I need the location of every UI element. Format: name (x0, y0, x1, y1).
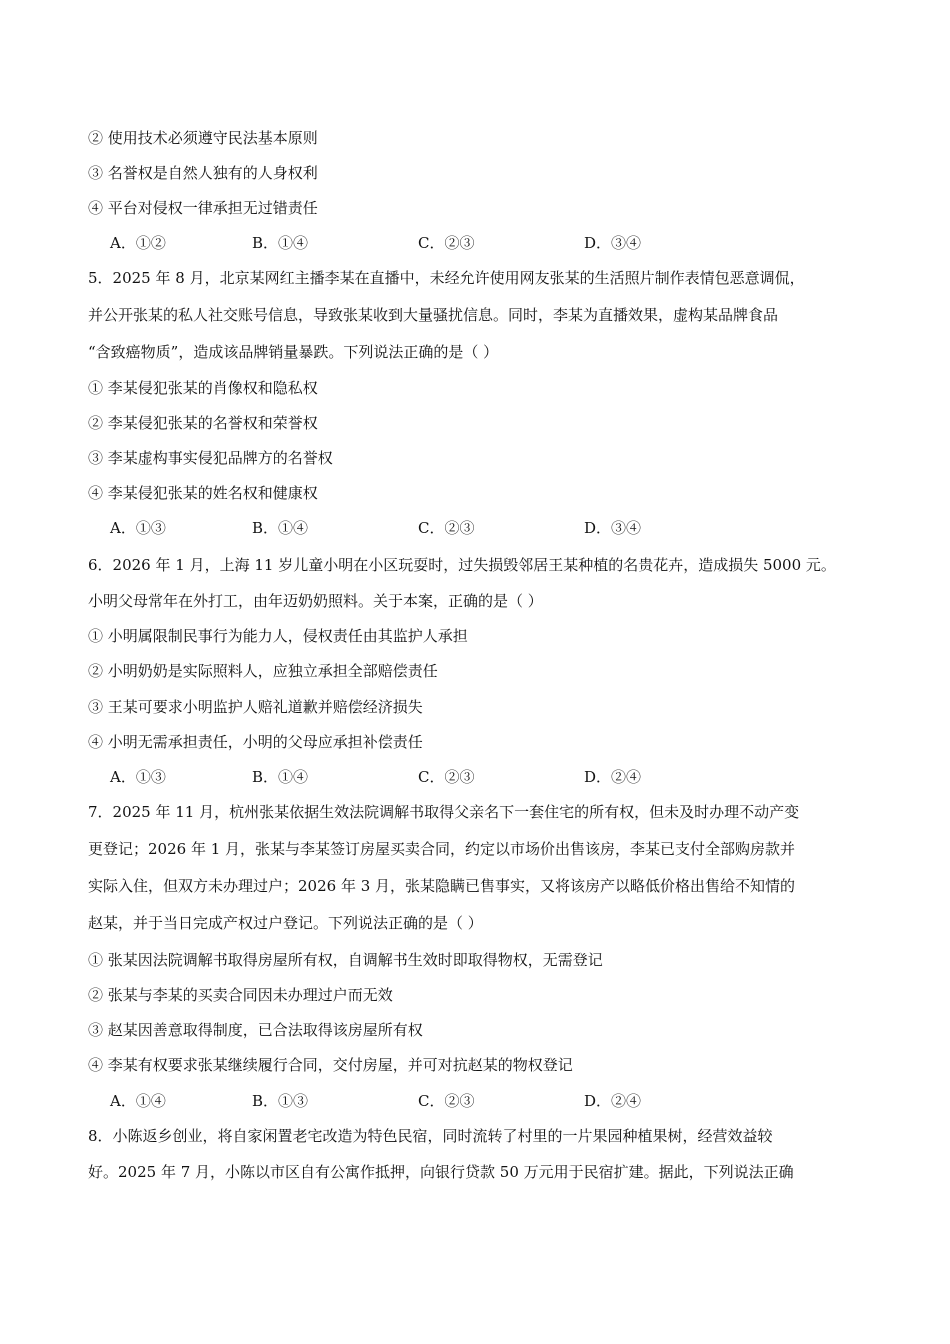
q7-option-a: A．①④ (110, 1092, 166, 1110)
q6-statement-4: ④ 小明无需承担责任，小明的父母应承担补偿责任 (88, 733, 423, 751)
q6-statement-3: ③ 王某可要求小明监护人赔礼道歉并赔偿经济损失 (88, 698, 423, 716)
q7-stem-line: 更登记；2026 年 1 月，张某与李某签订房屋买卖合同，约定以市场价出售该房，李某已支付全部购房款并 (88, 840, 796, 858)
q5-option-b: B．①④ (252, 519, 309, 537)
q4-option-a: A．①② (110, 234, 166, 252)
q6-option-c: C．②③ (418, 768, 475, 786)
q7-stem-line: 7．2025 年 11 月，杭州张某依据生效法院调解书取得父亲名下一套住宅的所有权，但未及时办理不动产变 (88, 803, 800, 821)
q5-statement-3: ③ 李某虚构事实侵犯品牌方的名誉权 (88, 449, 333, 467)
q5-option-d: D．③④ (584, 519, 642, 537)
q6-statement-2: ② 小明奶奶是实际照料人，应独立承担全部赔偿责任 (88, 662, 438, 680)
q4-statement-4: ④ 平台对侵权一律承担无过错责任 (88, 199, 318, 217)
q7-option-d: D．②④ (584, 1092, 642, 1110)
q4-option-d: D．③④ (584, 234, 642, 252)
q7-statement-3: ③ 赵某因善意取得制度，已合法取得该房屋所有权 (88, 1021, 423, 1039)
q4-statement-3: ③ 名誉权是自然人独有的人身权利 (88, 164, 318, 182)
q8-stem-line: 8．小陈返乡创业，将自家闲置老宅改造为特色民宿，同时流转了村里的一片果园种植果树，经营效益较 (88, 1127, 773, 1145)
q5-stem-line: 并公开张某的私人社交账号信息，导致张某收到大量骚扰信息。同时，李某为直播效果，虚构某品牌食品 (88, 306, 779, 324)
q6-stem-line: 小明父母常年在外打工，由年迈奶奶照料。关于本案，正确的是（ ） (88, 592, 543, 610)
q7-option-b: B．①③ (252, 1092, 309, 1110)
q4-option-c: C．②③ (418, 234, 475, 252)
q7-stem-line: 赵某，并于当日完成产权过户登记。下列说法正确的是（ ） (88, 914, 483, 932)
q7-statement-4: ④ 李某有权要求张某继续履行合同，交付房屋，并可对抗赵某的物权登记 (88, 1056, 573, 1074)
q7-statement-2: ② 张某与李某的买卖合同因未办理过户而无效 (88, 986, 393, 1004)
q5-stem-line: “含致癌物质”，造成该品牌销量暴跌。下列说法正确的是（ ） (88, 343, 499, 361)
q5-stem-line: 5．2025 年 8 月，北京某网红主播李某在直播中，未经允许使用网友张某的生活照片制作表情包恶意调侃， (88, 269, 805, 287)
q7-option-c: C．②③ (418, 1092, 475, 1110)
q4-statement-2: ② 使用技术必须遵守民法基本原则 (88, 129, 318, 147)
q5-statement-4: ④ 李某侵犯张某的姓名权和健康权 (88, 484, 318, 502)
q6-stem-line: 6．2026 年 1 月，上海 11 岁儿童小明在小区玩耍时，过失损毁邻居王某种植的名贵花卉，造成损失 5000 元。 (88, 556, 836, 574)
q5-statement-1: ① 李某侵犯张某的肖像权和隐私权 (88, 379, 318, 397)
q6-option-b: B．①④ (252, 768, 309, 786)
q7-stem-line: 实际入住，但双方未办理过户；2026 年 3 月，张某隐瞒已售事实，又将该房产以略低价格出售给不知情的 (88, 877, 796, 895)
q8-stem-line: 好。2025 年 7 月，小陈以市区自有公寓作抵押，向银行贷款 50 万元用于民宿扩建。据此，下列说法正确 (88, 1163, 794, 1181)
q5-option-a: A．①③ (110, 519, 166, 537)
q6-statement-1: ① 小明属限制民事行为能力人，侵权责任由其监护人承担 (88, 627, 468, 645)
q5-statement-2: ② 李某侵犯张某的名誉权和荣誉权 (88, 414, 318, 432)
q6-option-a: A．①③ (110, 768, 166, 786)
q5-option-c: C．②③ (418, 519, 475, 537)
q7-statement-1: ① 张某因法院调解书取得房屋所有权，自调解书生效时即取得物权，无需登记 (88, 951, 603, 969)
q4-option-b: B．①④ (252, 234, 309, 252)
q6-option-d: D．②④ (584, 768, 642, 786)
